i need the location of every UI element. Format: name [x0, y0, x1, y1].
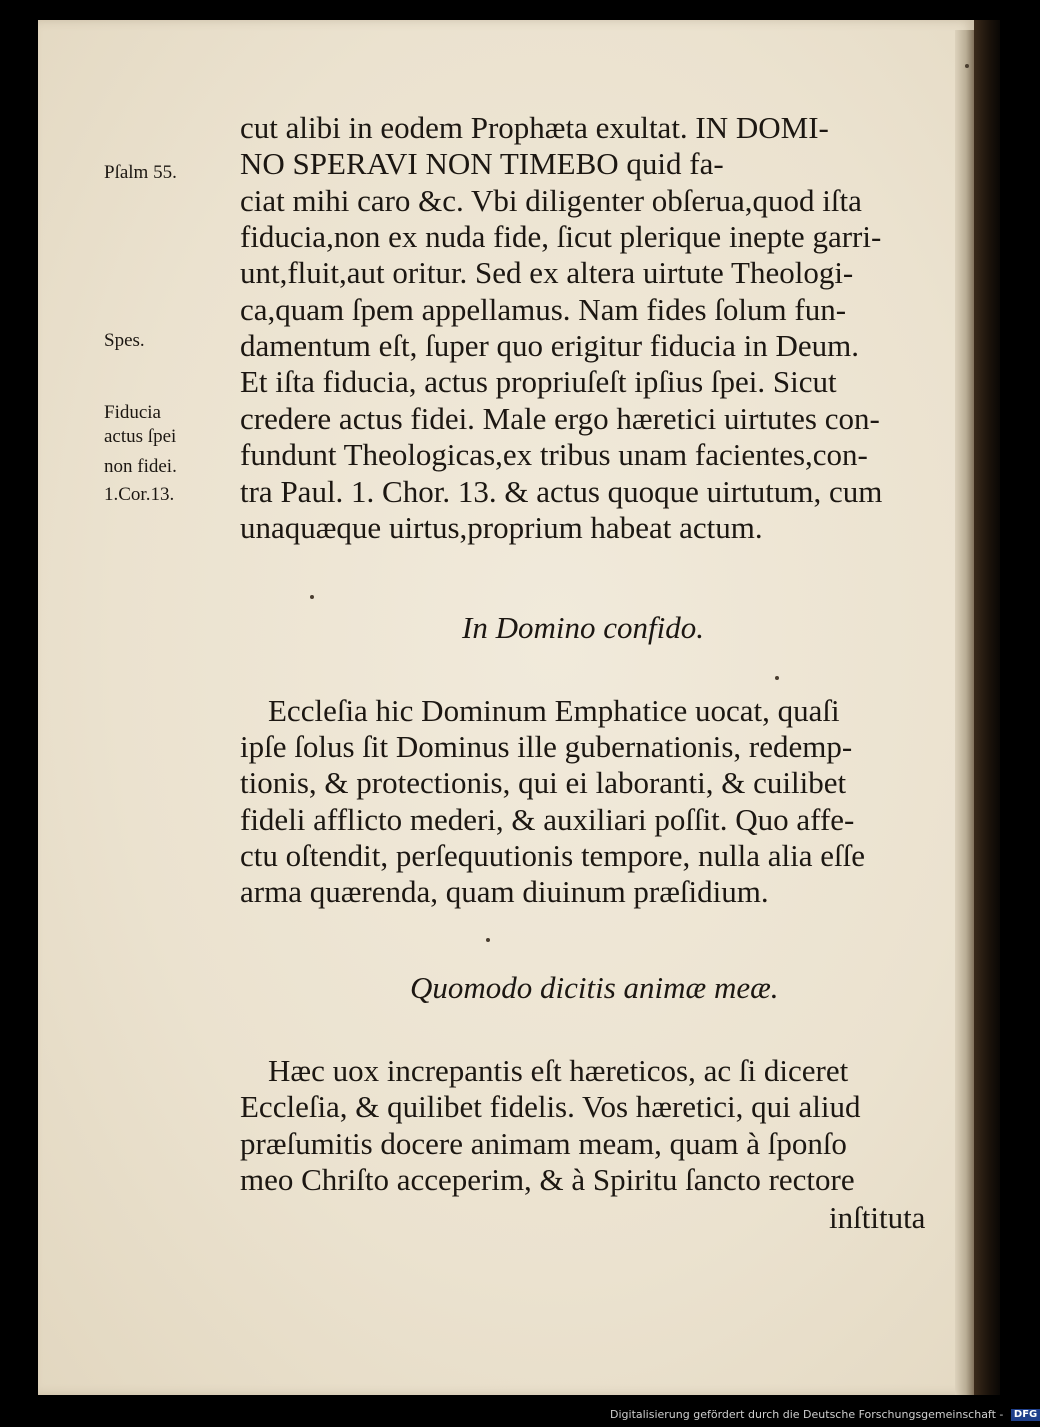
paragraph1-line: unaquæque uirtus,proprium habeat actum.: [240, 510, 763, 545]
margin-note-corinthians: 1.Cor.13.: [104, 484, 175, 505]
margin-note-spes: Spes.: [104, 330, 145, 351]
ink-speck: [775, 676, 779, 680]
paragraph2-line: Eccleſia hic Dominum Emphatice uocat, quaſi: [268, 693, 840, 728]
paragraph2-line: fideli afflicto mederi, & auxiliari poſſit. Quo affe-: [240, 802, 855, 837]
margin-note-actus: actus ſpei: [104, 426, 177, 447]
ink-speck: [486, 938, 490, 942]
paragraph1-line: credere actus fidei. Male ergo hæretici uirtutes con-: [240, 401, 880, 436]
paragraph1-line: ciat mihi caro &c. Vbi diligenter obſerua,quod iſta: [240, 183, 862, 218]
margin-note-fiducia: Fiducia: [104, 402, 161, 423]
footer-text: Digitalisierung gefördert durch die Deutsche Forschungsgemeinschaft -: [610, 1408, 1004, 1421]
paragraph1-line: unt,fluit,aut oritur. Sed ex altera uirtute Theologi-: [240, 255, 854, 290]
paragraph3-line: præſumitis docere animam meam, quam à ſponſo: [240, 1126, 847, 1161]
ink-speck: [310, 595, 314, 599]
catchword: inſtituta: [829, 1200, 926, 1235]
dfg-logo: DFG: [1011, 1409, 1040, 1421]
paragraph1-line: ca,quam ſpem appellamus. Nam fides ſolum fun-: [240, 292, 847, 327]
paragraph1-line: damentum eſt, ſuper quo erigitur fiducia in Deum.: [240, 328, 859, 363]
paragraph1-line: fiducia,non ex nuda fide, ſicut plerique inepte garri-: [240, 219, 882, 254]
section-heading: In Domino confido.: [462, 610, 704, 645]
paragraph2-line: arma quærenda, quam diuinum præſidium.: [240, 874, 769, 909]
paragraph2-line: ipſe ſolus ſit Dominus ille gubernationis, redemp-: [240, 729, 853, 764]
paragraph3-line: Hæc uox increpantis eſt hæreticos, ac ſi diceret: [268, 1053, 849, 1088]
paragraph2-line: ctu oſtendit, perſequutionis tempore, nulla alia eſſe: [240, 838, 865, 873]
paragraph1-line: NO SPERAVI NON TIMEBO quid fa-: [240, 146, 724, 181]
section-heading: Quomodo dicitis animæ meæ.: [410, 970, 779, 1005]
ink-speck: [965, 64, 969, 68]
paragraph1-line: Et iſta fiducia, actus propriuſeſt ipſius ſpei. Sicut: [240, 364, 837, 399]
book-spine: [974, 20, 1000, 1395]
paragraph3-line: meo Chriſto acceperim, & à Spiritu ſancto rectore: [240, 1162, 855, 1197]
digitization-footer: [610, 1408, 1040, 1421]
paragraph1-line: fundunt Theologicas,ex tribus unam facientes,con-: [240, 437, 868, 472]
margin-note-psalm: Pſalm 55.: [104, 162, 177, 183]
paragraph1-line: tra Paul. 1. Chor. 13. & actus quoque uirtutum, cum: [240, 474, 883, 509]
paragraph2-line: tionis, & protectionis, qui ei laboranti, & cuilibet: [240, 765, 847, 800]
paragraph3-line: Eccleſia, & quilibet fidelis. Vos hæretici, qui aliud: [240, 1089, 861, 1124]
margin-note-non-fidei: non fidei.: [104, 456, 177, 477]
paragraph1-line: cut alibi in eodem Prophæta exultat. IN DOMI-: [240, 110, 829, 145]
